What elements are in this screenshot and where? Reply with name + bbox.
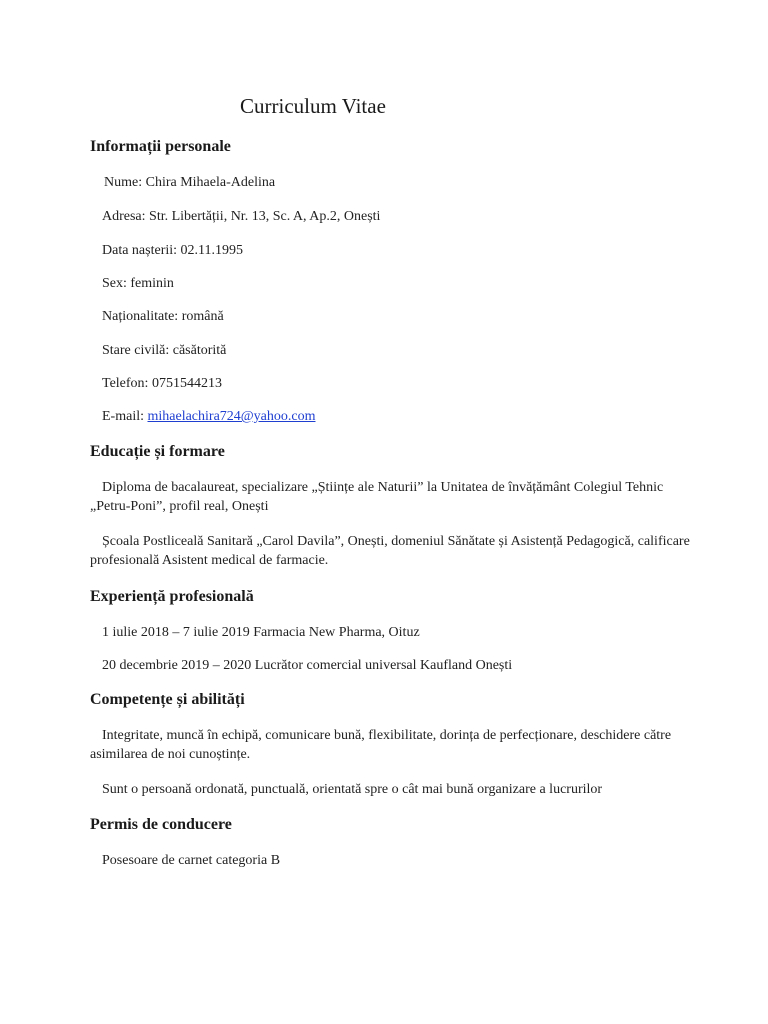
license-text: Posesoare de carnet categoria B <box>102 853 281 868</box>
experience-item-pharmacy: 1 iulie 2018 – 7 iulie 2019 Farmacia New Pharma, Oituz <box>102 625 420 640</box>
skills-item-organized: Sunt o persoană ordonată, punctuală, orientată spre o cât mai bună organizare a lucrurilor <box>102 782 603 797</box>
experience-item-kaufland: 20 decembrie 2019 – 2020 Lucrător comercial universal Kaufland Onești <box>102 658 513 673</box>
education-item-diploma: Diploma de bacalaureat, specializare „Științe ale Naturii” la Unitatea de învățământ Colegiul Tehnic „Petru-Poni”, profil real, Onești <box>90 480 664 514</box>
experience-heading: Experiență profesională <box>90 588 254 605</box>
education-heading: Educație și formare <box>90 443 225 460</box>
license-heading: Permis de conducere <box>90 816 232 833</box>
personal-info-heading: Informații personale <box>90 138 231 155</box>
birth-date-line: Data nașterii: 02.11.1995 <box>102 243 244 258</box>
phone-line: Telefon: 0751544213 <box>102 376 222 391</box>
email-label: E-mail: <box>102 409 148 424</box>
document-title: Curriculum Vitae <box>240 94 386 118</box>
email-link[interactable]: mihaelachira724@yahoo.com <box>147 409 316 424</box>
sex-line: Sex: feminin <box>102 276 174 291</box>
address-line: Adresa: Str. Libertății, Nr. 13, Sc. A, Ap.2, Onești <box>102 209 381 224</box>
name-line: Nume: Chira Mihaela-Adelina <box>104 175 276 190</box>
nationality-line: Naționalitate: română <box>102 309 224 324</box>
email-line <box>102 407 316 426</box>
skills-item-qualities: Integritate, muncă în echipă, comunicare bună, flexibilitate, dorința de perfecționare, deschidere către asimilarea de noi cunoștințe. <box>90 728 672 762</box>
education-item-postliceala: Școala Postliceală Sanitară „Carol Davila”, Onești, domeniul Sănătate și Asistență Pedagogică, calificare profesională Asistent medical de farmacie. <box>90 534 690 568</box>
marital-status-line: Stare civilă: căsătorită <box>102 343 227 358</box>
skills-heading: Competențe și abilități <box>90 691 245 708</box>
